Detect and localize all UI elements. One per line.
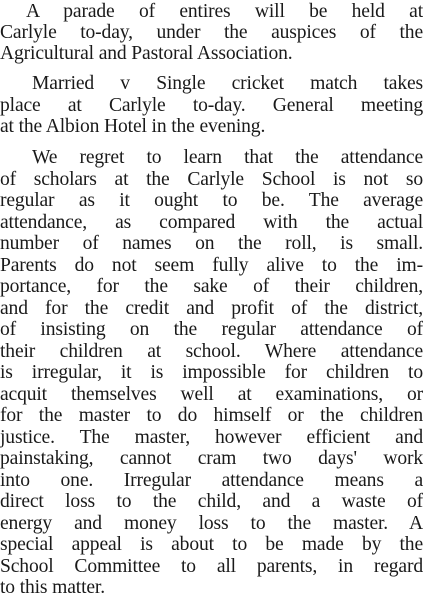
text-line: into one. Irregular attendance means a [0, 470, 423, 491]
text-line: for the master to do himself or the children [0, 405, 423, 426]
text-line: energy and money loss to the master. A [0, 513, 423, 534]
text-line: at the Albion Hotel in the evening. [0, 116, 266, 137]
text-line: to this matter. [0, 577, 105, 598]
text-line: of insisting on the regular attendance of [0, 319, 423, 340]
text-line: Carlyle to-day, under the auspices of the [0, 22, 423, 43]
text-line: acquit themselves well at examinations, or [0, 384, 423, 405]
text-line: place at Carlyle to-day. General meeting [0, 95, 423, 116]
text-line: painstaking, cannot cram two days' work [0, 448, 423, 469]
text-line: portance, for the sake of their children, [0, 276, 423, 297]
text-line: Married v Single cricket match takes [32, 73, 423, 94]
text-line: number of names on the roll, is small. [0, 233, 423, 254]
text-line: their children at school. Where attendance [0, 341, 423, 362]
text-line: justice. The master, however efficient and [0, 427, 423, 448]
text-line: Agricultural and Pastoral Association. [0, 43, 293, 64]
text-line: special appeal is about to be made by the [0, 534, 423, 555]
text-line: Parents do not seem fully alive to the im- [0, 255, 423, 276]
text-line: and for the credit and profit of the district, [0, 298, 423, 319]
text-line: attendance, as compared with the actual [0, 212, 423, 233]
text-line: is irregular, it is impossible for children to [0, 362, 423, 383]
text-line: School Committee to all parents, in regard [0, 556, 423, 577]
text-line: direct loss to the child, and a waste of [0, 491, 423, 512]
text-line: We regret to learn that the attendance [32, 147, 423, 168]
text-line: regular as it ought to be. The average [0, 190, 423, 211]
text-line: A parade of entires will be held at [26, 1, 423, 22]
text-line: of scholars at the Carlyle School is not so [0, 169, 423, 190]
